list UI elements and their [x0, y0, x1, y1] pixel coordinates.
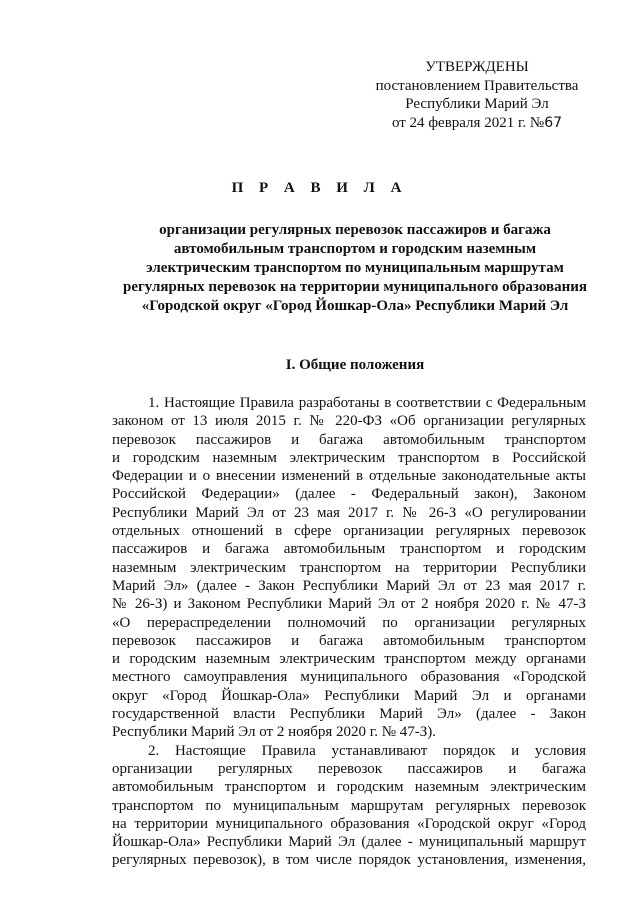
document-subtitle — [100, 221, 610, 316]
paragraph-line: пассажиров и багажа автомобильным транспортом и городским — [112, 541, 586, 558]
paragraph-line: Федерации и о внесении изменений в отдельные законодательные акты — [112, 468, 586, 485]
paragraph-line: транспортом по муниципальным маршрутам регулярных перевозок — [112, 797, 586, 814]
document-title: П Р А В И Л А — [231, 180, 408, 196]
approval-date-prefix: от 24 — [391, 114, 425, 131]
paragraph-line: автомобильным транспортом и городским наземным электрическим — [112, 779, 586, 796]
paragraph-line: 2. Настоящие Правила устанавливают порядок и условия — [148, 742, 586, 759]
section-heading: I. Общие положения — [285, 357, 425, 373]
paragraph-line: «О перераспределении полномочий по организации регулярных — [112, 614, 586, 631]
paragraph-line: № 26-З) и Законом Республики Марий Эл от 2 ноября 2020 г. № 47-З — [112, 596, 586, 613]
paragraph-line: и городским наземным электрическим транспортом между органами — [112, 651, 586, 668]
approval-date-rest: февраля 2021 г. № — [428, 114, 545, 131]
paragraph-line: Марий Эл» (далее - Закон Республики Марий Эл от 23 мая 2017 г. — [112, 577, 586, 594]
paragraph-line: Республики Марий Эл от 2 ноября 2020 г. № 47-З). — [112, 724, 437, 741]
paragraph-line: и городским наземным электрическим транспортом в Российской — [112, 449, 586, 466]
paragraph-line: Российской Федерации» (далее - Федеральный закон), Законом — [112, 486, 586, 503]
paragraph-line: государственной власти Республики Марий Эл» (далее - Закон — [112, 706, 586, 723]
approval-number: 67 — [544, 114, 563, 131]
paragraph-line: округ «Город Йошкар-Ола» Республики Марий Эл и органами — [112, 687, 586, 704]
paragraph-line: Йошкар-Ола» Республики Марий Эл (далее - муниципальный маршрут — [112, 834, 586, 851]
approval-date-line — [357, 114, 597, 133]
subtitle-line: электрическим транспортом по муниципальным маршрутам — [146, 260, 564, 276]
paragraph-line: перевозок пассажиров и багажа автомобильным транспортом — [112, 431, 586, 448]
approval-line-1: постановлением Правительства — [375, 77, 579, 94]
paragraph-line: перевозок пассажиров и багажа автомобильным транспортом — [112, 632, 586, 649]
subtitle-line: организации регулярных перевозок пассажиров и багажа — [159, 222, 551, 238]
approval-block — [357, 58, 597, 132]
paragraph-line: Республики Марий Эл от 23 мая 2017 г. № 26-З «О регулировании — [112, 504, 586, 521]
paragraph-line: на территории муниципального образования «Городской округ «Город — [112, 815, 586, 832]
paragraph-line: организации регулярных перевозок пассажиров и багажа — [112, 760, 586, 777]
subtitle-line: регулярных перевозок на территории муниципального образования — [123, 279, 587, 295]
subtitle-line: «Городской округ «Город Йошкар-Ола» Республики Марий Эл — [141, 298, 569, 314]
paragraph-line: 1. Настоящие Правила разработаны в соответствии с Федеральным — [148, 395, 586, 411]
approval-line-2: Республики Марий Эл — [405, 96, 549, 112]
approval-heading: УТВЕРЖДЕНЫ — [425, 59, 529, 75]
paragraph-line: наземным электрическим транспортом на территории Республики — [112, 559, 586, 576]
paragraph-line: отдельных отношений в сфере организации регулярных перевозок — [112, 523, 586, 540]
paragraph-line: законом от 13 июля 2015 г. № 220-ФЗ «Об организации регулярных — [112, 413, 586, 430]
paragraph-line: местного самоуправления муниципального образования «Городской — [112, 669, 586, 686]
body-text — [112, 394, 586, 870]
subtitle-line: автомобильным транспортом и городским наземным — [173, 241, 537, 257]
paragraph-line: регулярных перевозок), в том числе порядок установления, изменения, — [112, 852, 586, 869]
